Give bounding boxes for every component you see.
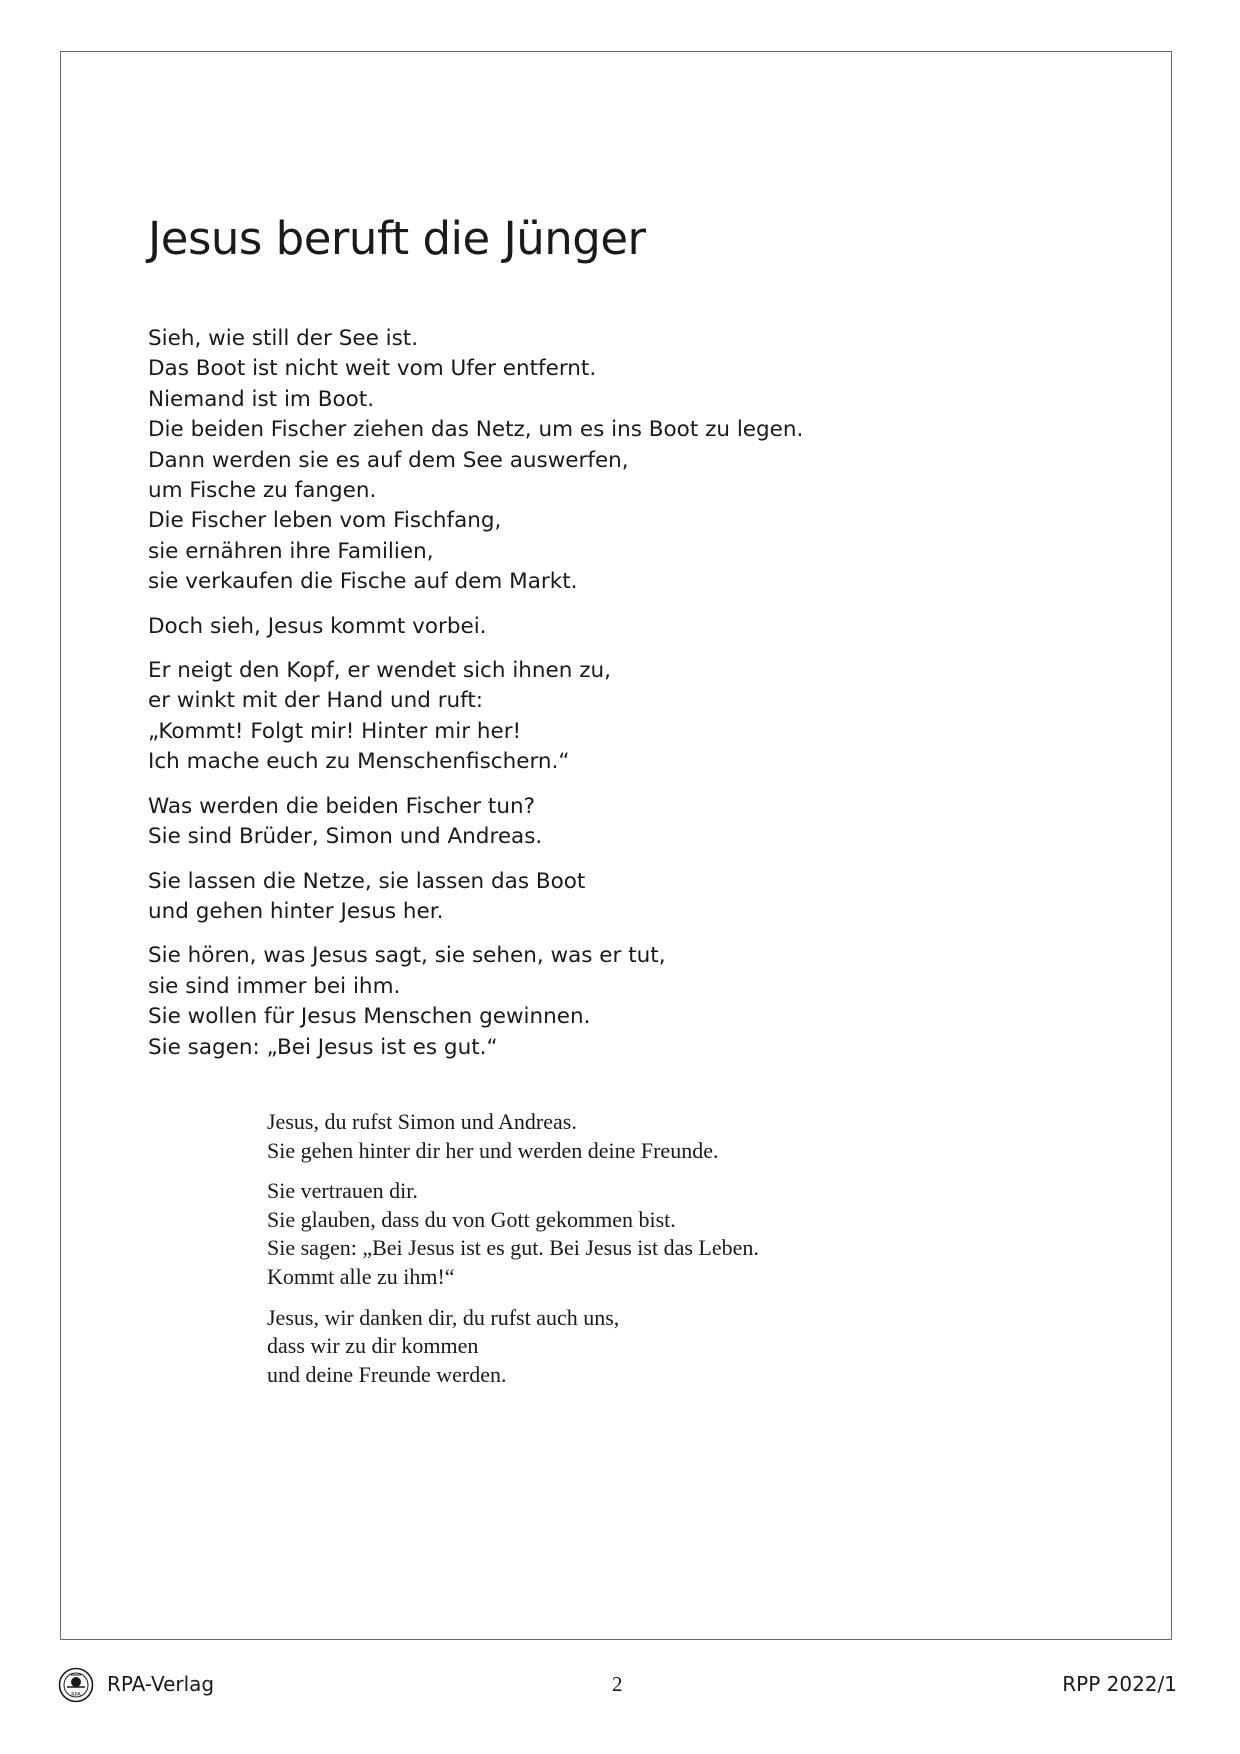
poem-line: Die beiden Fischer ziehen das Netz, um es ins Boot zu legen.: [148, 417, 804, 443]
poem-stanza: [148, 612, 1048, 642]
poem-stanza: [148, 941, 1048, 1063]
prayer-line: Jesus, du rufst Simon und Andreas.: [267, 1109, 577, 1134]
prayer-line: Sie glauben, dass du von Gott gekommen bist.: [267, 1206, 676, 1232]
poem-stanza: [148, 867, 1048, 928]
poem-line: Sieh, wie still der See ist.: [148, 326, 419, 351]
poem-line: Das Boot ist nicht weit vom Ufer entfernt.: [148, 356, 597, 382]
publisher-name: RPA-Verlag: [107, 1672, 215, 1696]
poem-line: Sie sind Brüder, Simon und Andreas.: [148, 824, 543, 850]
page-title: Jesus beruft die Jünger: [148, 212, 646, 265]
poem-stanza: [148, 324, 1048, 598]
poem-line: sie verkaufen die Fische auf dem Markt.: [148, 569, 578, 595]
prayer-stanza: [267, 1304, 1067, 1390]
issue-label: RPP 2022/1: [1062, 1672, 1177, 1696]
prayer-line: Sie sagen: „Bei Jesus ist es gut. Bei Jesus ist das Leben.: [267, 1235, 759, 1261]
poem-line: er winkt mit der Hand und ruft:: [148, 688, 484, 714]
poem-line: Er neigt den Kopf, er wendet sich ihnen zu,: [148, 658, 611, 684]
poem-line: um Fische zu fangen.: [148, 478, 377, 504]
prayer-stanza: [267, 1177, 1067, 1291]
poem-line: und gehen hinter Jesus her.: [148, 898, 444, 924]
prayer-line: Sie vertrauen dir.: [267, 1178, 418, 1204]
prayer-line: und deine Freunde werden.: [267, 1361, 507, 1387]
poem-line: sie sind immer bei ihm.: [148, 973, 401, 999]
poem-line: Sie hören, was Jesus sagt, sie sehen, was er tut,: [148, 943, 666, 969]
rpa-verlag-logo-icon: [58, 1667, 94, 1703]
poem-line: Die Fischer leben vom Fischfang,: [148, 508, 502, 534]
poem-stanza: [148, 792, 1048, 853]
poem-line: Sie sagen: „Bei Jesus ist es gut.“: [148, 1034, 498, 1060]
prayer-line: Jesus, wir danken dir, du rufst auch uns,: [267, 1304, 620, 1330]
prayer-stanza: [267, 1108, 1067, 1165]
prayer-line: Sie gehen hinter dir her und werden deine Freunde.: [267, 1137, 719, 1163]
poem-line: Dann werden sie es auf dem See auswerfen,: [148, 447, 629, 473]
poem-line: sie ernähren ihre Familien,: [148, 538, 434, 564]
poem-line: Ich mache euch zu Menschenfischern.“: [148, 749, 570, 775]
prayer-line: dass wir zu dir kommen: [267, 1333, 479, 1359]
poem-line: Was werden die beiden Fischer tun?: [148, 793, 535, 819]
page-footer: [0, 1665, 1240, 1705]
page-number: 2: [612, 1672, 623, 1696]
poem-line: Doch sieh, Jesus kommt vorbei.: [148, 613, 487, 639]
poem-stanza: [148, 656, 1048, 778]
poem-line: „Kommt! Folgt mir! Hinter mir her!: [148, 718, 522, 744]
prayer-line: Kommt alle zu ihm!“: [267, 1263, 455, 1289]
poem-line: Sie wollen für Jesus Menschen gewinnen.: [148, 1004, 591, 1030]
prayer: [267, 1108, 1067, 1401]
svg-text:RPA: RPA: [71, 1692, 81, 1698]
poem-line: Sie lassen die Netze, sie lassen das Boot: [148, 868, 586, 894]
poem-line: Niemand ist im Boot.: [148, 386, 375, 412]
poem: [148, 324, 1048, 1077]
